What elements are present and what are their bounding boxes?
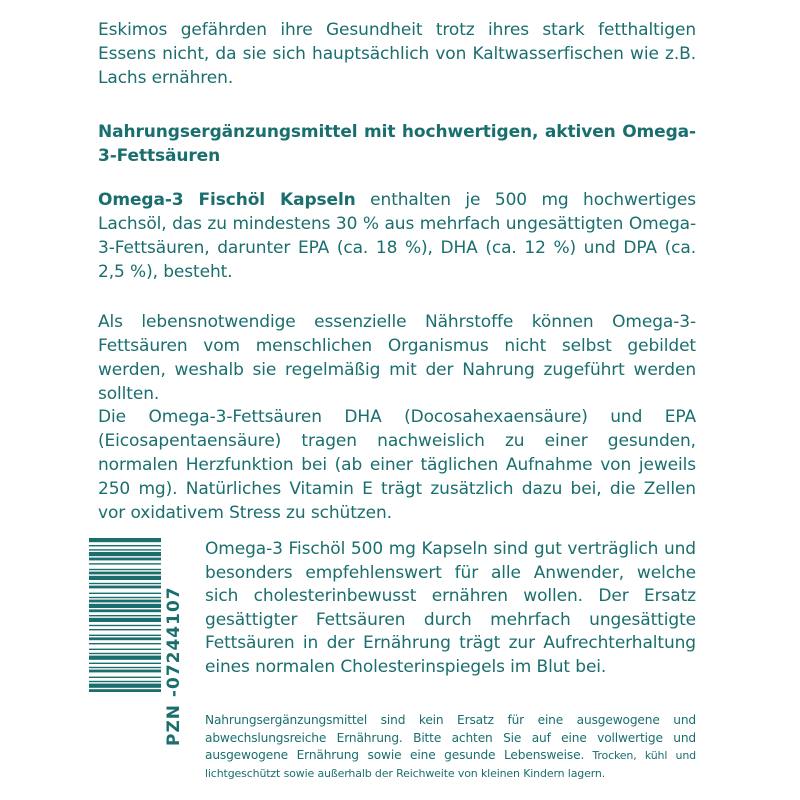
storage-text: Trocken, kühl und lichtgeschützt sowie außerhalb der Reichweite von kleinen Kindern lagern. — [205, 749, 696, 780]
omega-text: enthalten je 500 mg hochwertiges Lachsöl, das zu mindestens 30 % aus mehrfach ungesättigten Omega-3-Fettsäuren, darunter EPA (ca. 18 %), DHA (ca. 12 %) und DPA (ca. 2,5 %), besteht. — [98, 190, 696, 282]
barcode-icon — [89, 538, 161, 743]
cholesterol-paragraph — [205, 538, 696, 679]
omega-paragraph — [98, 188, 696, 284]
heading-text: Nahrungsergänzungsmittel mit hochwertigen, aktiven Omega-3-Fettsäuren — [98, 122, 696, 166]
nutrients-paragraph — [98, 310, 696, 406]
nutrients-text: Als lebensnotwendige essenzielle Nährstoffe können Omega-3-Fettsäuren vom menschlichen Organismus nicht selbst gebildet werden, weshalb sie regelmäßig mit der Nahrung zugeführt werden sollten. — [98, 312, 696, 404]
intro-paragraph — [98, 18, 696, 90]
pzn-label: PZN -07244107 — [164, 586, 184, 746]
section-heading — [98, 120, 696, 168]
epa-dha-paragraph — [98, 405, 696, 525]
disclaimer-paragraph — [205, 712, 696, 782]
epa-dha-text: Die Omega-3-Fettsäuren DHA (Docosahexaensäure) und EPA (Eicosapentaensäure) tragen nachweislich zu einer gesunden, normalen Herzfunktion bei (ab einer täglichen Aufnahme von jeweils 250 mg). Natürliches Vitamin E trägt zusätzlich dazu bei, die Zellen vor oxidativem Stress zu schützen. — [98, 407, 696, 523]
cholesterol-text: Omega-3 Fischöl 500 mg Kapseln sind gut verträglich und besonders empfehlenswert für alle Anwender, welche sich cholesterinbewusst ernähren wollen. Der Ersatz gesättigter Fettsäuren durch mehrfach ungesättigte Fettsäuren in der Ernährung trägt zur Aufrechterhaltung eines normalen Cholesterinspiegels im Blut bei. — [205, 539, 696, 677]
disclaimer-text: Nahrungsergänzungsmittel sind kein Ersatz für eine ausgewogene und abwechslungsreiche Ernährung. Bitte achten Sie auf eine vollwertige und ausgewogene Ernährung sowie eine gesunde Lebensweise. — [205, 713, 696, 762]
product-name: Omega-3 Fischöl Kapseln — [98, 190, 356, 210]
intro-text: Eskimos gefährden ihre Gesundheit trotz ihres stark fetthaltigen Essens nicht, da sie sich hauptsächlich von Kaltwasserfischen wie z.B. Lachs ernähren. — [98, 20, 696, 88]
